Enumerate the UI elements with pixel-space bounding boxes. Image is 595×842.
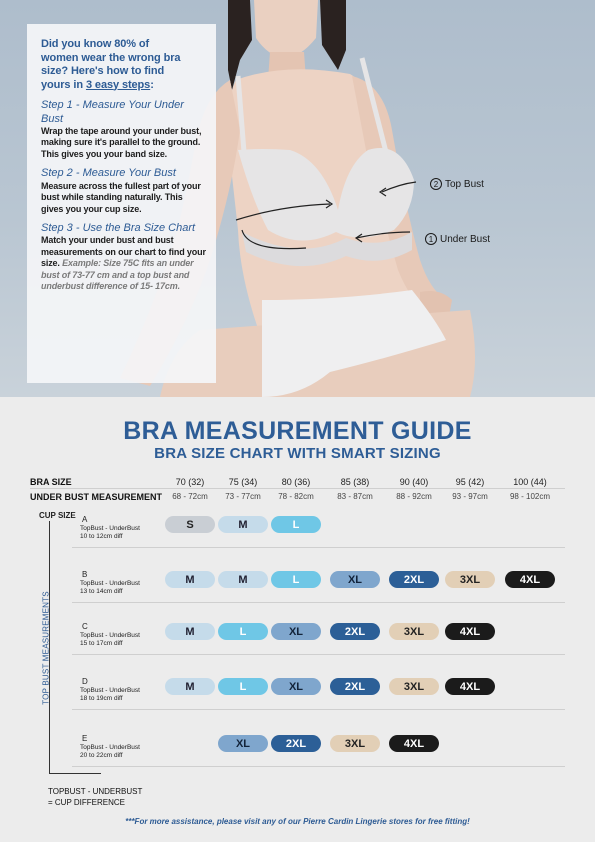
size-pill: 2XL	[271, 735, 321, 752]
cup-desc-line-2: 15 to 17cm diff	[80, 639, 123, 647]
column-size-label: 95 (42)	[455, 477, 485, 487]
cup-letter: E	[82, 734, 88, 743]
size-pill: M	[218, 571, 268, 588]
cup-difference-desc	[80, 632, 150, 647]
cup-letter: C	[82, 622, 88, 631]
guide-title: BRA MEASUREMENT GUIDE	[123, 417, 472, 445]
row-divider	[72, 709, 565, 710]
under-bust-label: Under Bust	[440, 233, 491, 245]
size-pill: S	[165, 516, 215, 533]
row-divider	[72, 654, 565, 655]
size-pill: M	[165, 623, 215, 640]
cup-difference-desc	[80, 580, 150, 595]
cup-desc-line-1: TopBust - UnderBust	[80, 632, 140, 639]
column-under-bust-range: 73 - 77cm	[225, 492, 261, 501]
column-size-label: 85 (38)	[340, 477, 370, 487]
step-2-body: Measure across the fullest part of your bust while standing naturally. This gives you your cup size.	[41, 180, 201, 214]
footer-note: ***For more assistance, please visit any of our Pierre Cardin Lingerie stores for free fitting!	[125, 817, 470, 826]
guide-subtitle: BRA SIZE CHART WITH SMART SIZING	[154, 445, 441, 462]
column-size-label: 90 (40)	[399, 477, 429, 487]
size-pill: XL	[218, 735, 268, 752]
cup-desc-line-1: TopBust - UnderBust	[80, 687, 140, 694]
header-divider	[30, 488, 565, 489]
cup-desc-line-1: TopBust - UnderBust	[80, 744, 140, 751]
step-3-body: Match your under bust and bust measurements on our chart to find your size. Example: Size 75C fits an under bust of 73-77 cm and a top bust and underbust difference of 15- 17cm.	[41, 235, 206, 292]
column-under-bust-range: 98 - 102cm	[509, 492, 551, 501]
row-divider	[72, 766, 565, 767]
top-bust-number: 2	[430, 178, 442, 190]
size-pill: L	[271, 516, 321, 533]
column-size-label: 80 (36)	[281, 477, 311, 487]
column-size-label: 100 (44)	[513, 477, 547, 487]
cup-desc-line-2: 18 to 19cm diff	[80, 694, 123, 702]
step-2-title: Step 2 - Measure Your Bust	[41, 167, 176, 180]
cup-difference-desc	[80, 687, 150, 702]
under-bust-number: 1	[425, 233, 437, 245]
column-size-label: 70 (32)	[175, 477, 205, 487]
size-pill: 3XL	[389, 623, 439, 640]
hero-photo	[0, 0, 595, 397]
row-divider	[72, 602, 565, 603]
top-bust-axis-label: TOP BUST MEASUREMENTS	[41, 591, 51, 705]
size-pill: 4XL	[445, 623, 495, 640]
size-pill: M	[165, 678, 215, 695]
column-under-bust-range: 68 - 72cm	[172, 492, 208, 501]
size-pill: L	[218, 623, 268, 640]
column-under-bust-range: 88 - 92cm	[396, 492, 432, 501]
bra-size-header: BRA SIZE	[30, 477, 72, 487]
size-pill: 2XL	[330, 678, 380, 695]
size-pill: 4XL	[445, 678, 495, 695]
cup-size-label: CUP SIZE	[39, 511, 76, 520]
size-pill: 2XL	[330, 623, 380, 640]
row-divider	[72, 547, 565, 548]
cup-desc-line-1: TopBust - UnderBust	[80, 525, 140, 532]
under-bust-callout	[425, 233, 490, 245]
axis-bottom-line	[49, 773, 101, 774]
size-pill: M	[165, 571, 215, 588]
cup-letter: D	[82, 677, 88, 686]
cup-difference-desc	[80, 525, 150, 540]
size-pill: 3XL	[445, 571, 495, 588]
size-pill: M	[218, 516, 268, 533]
intro-text: Did you know 80% of women wear the wrong bra size? Here's how to find yours in 3 easy steps:	[41, 38, 181, 91]
column-size-label: 75 (34)	[228, 477, 258, 487]
size-pill: L	[218, 678, 268, 695]
column-under-bust-range: 83 - 87cm	[337, 492, 373, 501]
size-pill: 4XL	[389, 735, 439, 752]
size-pill: 4XL	[505, 571, 555, 588]
size-pill: 2XL	[389, 571, 439, 588]
cup-desc-line-2: 20 to 22cm diff	[80, 751, 123, 759]
top-bust-label: Top Bust	[445, 178, 484, 190]
info-panel	[27, 24, 216, 383]
step-3-example: Example: Size 75C fits an under bust of 73-77 cm and a top bust and underbust difference of 15- 17cm.	[41, 258, 194, 292]
size-pill: XL	[271, 678, 321, 695]
cup-letter: B	[82, 570, 88, 579]
cup-desc-line-2: 13 to 14cm diff	[80, 587, 123, 595]
cup-difference-formula	[48, 786, 142, 808]
cup-desc-line-1: TopBust - UnderBust	[80, 580, 140, 587]
cup-difference-desc	[80, 744, 150, 759]
step-3-title: Step 3 - Use the Bra Size Chart	[41, 221, 196, 234]
column-under-bust-range: 93 - 97cm	[452, 492, 488, 501]
cup-desc-line-2: 10 to 12cm diff	[80, 532, 123, 540]
formula-line-2: = CUP DIFFERENCE	[48, 798, 125, 807]
size-pill: 3XL	[330, 735, 380, 752]
size-pill: L	[271, 571, 321, 588]
cup-letter: A	[82, 515, 88, 524]
size-pill: XL	[271, 623, 321, 640]
step-1-body: Wrap the tape around your under bust, making sure it's parallel to the ground. This gives you your band size.	[41, 126, 202, 159]
step-1-title: Step 1 - Measure Your Under Bust	[41, 99, 184, 125]
column-under-bust-range: 78 - 82cm	[278, 492, 314, 501]
size-pill: XL	[330, 571, 380, 588]
top-bust-callout	[430, 178, 484, 190]
formula-line-1: TOPBUST - UNDERBUST	[48, 787, 143, 796]
size-pill: 3XL	[389, 678, 439, 695]
under-bust-header: UNDER BUST MEASUREMENT	[30, 492, 163, 502]
